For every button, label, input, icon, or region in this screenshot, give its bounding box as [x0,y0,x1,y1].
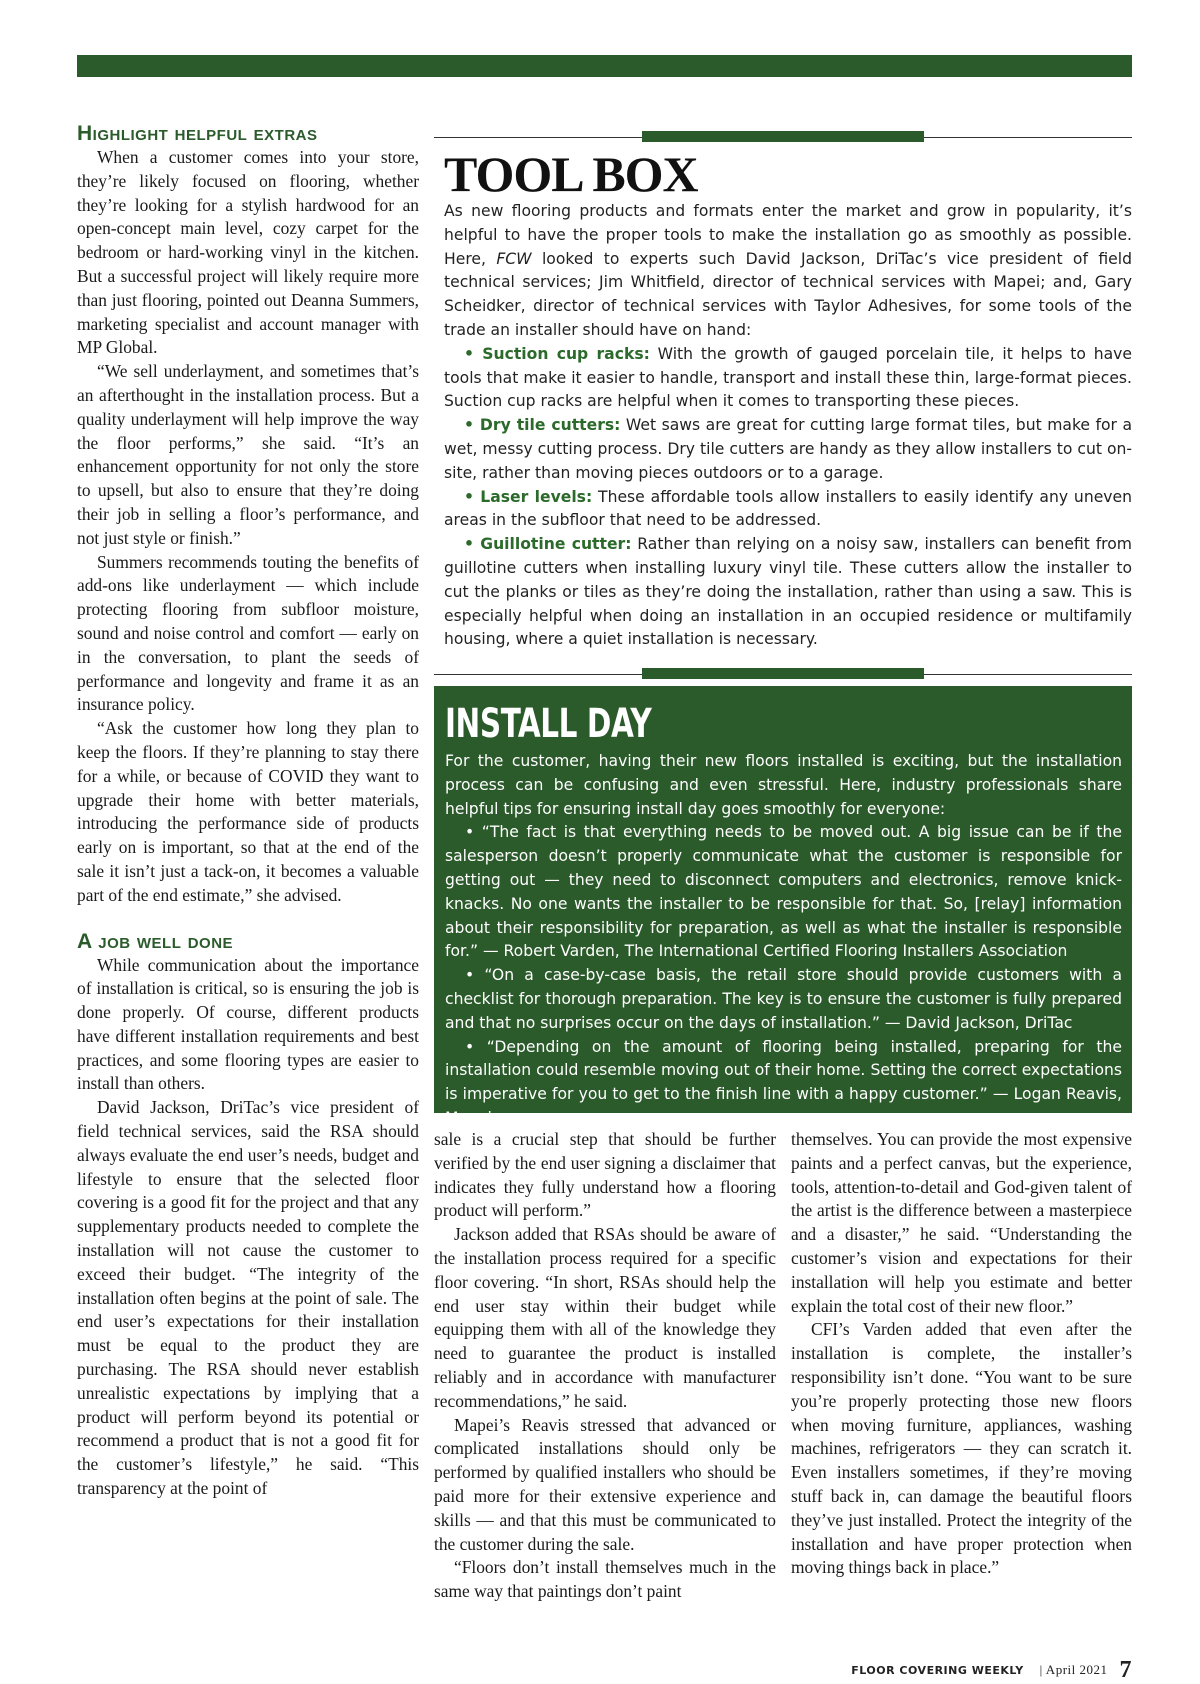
page-footer [851,1657,1132,1684]
install-day-intro: For the customer, having their new floors installed is exciting, but the installation process can be confusing and even stressful. Here, industry professionals share helpful tips for ensuring install day goes smoothly for everyone: [445,752,1122,818]
left-column [77,122,419,1501]
paragraph: David Jackson, DriTac’s vice president of field technical services, said the RSA should always evaluate the end user’s needs, budget and lifestyle to ensure that the selected floor covering is a good fit for the project and that any supplementary products needed to complete the installation will not cause the customer to exceed their budget. “The integrity of the installation often begins at the point of sale. The end user’s expectations for their installation must be equal to the product they are purchasing. The RSA should never establish unrealistic expectations by implying that a product will perform beyond its potential or recommend a product that is not a good fit for the customer’s lifestyle,” he said. “This transparency at the point of [77,1097,419,1499]
right-column [791,1128,1132,1580]
tool-box-title: TOOL BOX [444,146,698,202]
tool-item: • Guillotine cutter: Rather than relying on a noisy saw, installers can benefit from guillotine cutters when installing luxury vinyl tile. These cutters allow the installer to cut the planks or tiles as they’re doing the installation, rather than using a saw. This is especially helpful when doing an installation in an occupied residence or multifamily housing, where a quiet installation is necessary. [444,535,1132,649]
install-day-box [434,686,1132,1127]
tool-item: • Laser levels: These affordable tools allow installers to easily identify any uneven areas in the subfloor that need to be addressed. [444,487,1132,530]
section-heading-job-done: A job well done [77,929,234,953]
section-rule [434,665,1132,679]
publication-name: FLOOR COVERING WEEKLY [851,1664,1024,1677]
paragraph: Mapei’s Reavis stressed that advanced or complicated installations should only be performed by qualified installers who should be paid more for their extensive experience and skills — and that this must be communicated to the customer during the sale. [434,1414,776,1554]
install-day-title: INSTALL DAY [445,701,652,747]
install-tip: • “The fact is that everything needs to be moved out. A big issue can be if the salesperson doesn’t properly communicate what the customer is responsible for getting out — they need to disconnect computers and electronics, remove knick-knacks. No one wants the installer to be responsible for that. So, [relay] information about their responsibility for preparation, as well as what the installer is responsible for.” — Robert Varden, The International Certified Flooring Installers Association [445,823,1122,961]
top-banner-bar [77,55,1132,77]
section-heading-extras: Highlight helpful extras [77,122,318,145]
middle-column [434,1128,776,1604]
install-tip: • “Depending on the amount of flooring being installed, preparing for the installation could resemble moving out of their home. Setting the correct expectations is imperative for you to get to the finish line with a happy customer.” — Logan Reavis, Mapei [445,1037,1122,1127]
section-rule [434,128,1132,142]
paragraph: “Floors don’t install themselves much in the same way that paintings don’t paint [434,1557,776,1602]
install-tip: • “On a case-by-case basis, the retail store should provide customers with a checklist for thorough preparation. The key is to ensure the customer is fully prepared and that no surprises occur on the days of installation.” — David Jackson, DriTac [445,966,1122,1032]
paragraph: “We sell underlayment, and sometimes that’s an afterthought in the installation process. But a quality underlayment will help improve the way the floor performs,” she said. “It’s an enhancement opportunity for not only the store to upsell, but also to ensure that they’re doing their job in selling a floor’s performance, and not just style or finish.” [77,361,419,548]
paragraph: CFI’s Varden added that even after the installation is complete, the installer’s responsibility isn’t done. “You want to be sure you’re properly protecting those new floors when moving furniture, appliances, washing machines, refrigerators — they can scratch it. Even installers sometimes, if they’re moving stuff back in, can damage the beautiful floors they’ve just installed. Protect the integrity of the installation and have proper protection when moving things back in place.” [791,1319,1132,1578]
paragraph: When a customer comes into your store, they’re likely focused on flooring, whether they’re looking for a stylish hardwood for an open-concept main level, cozy carpet for the bedroom or hard-working vinyl in the kitchen. But a successful project will likely require more than just flooring, pointed out Deanna Summers, marketing specialist and account manager with MP Global. [77,147,419,358]
tool-box-intro: As new flooring products and formats enter the market and grow in popularity, it’s helpful to have the proper tools to make the installation go as smoothly as possible. Here, FCW looked to experts such David Jackson, DriTac’s vice president of field technical services; Jim Whitfield, director of technical services with Mapei; and, Gary Scheidker, director of technical services with Taylor Adhesives, for some tools of the trade an installer should have on hand: [444,202,1132,339]
paragraph: sale is a crucial step that should be further verified by the end user signing a disclaimer that indicates they fully understand how a flooring product will perform.” [434,1129,776,1221]
tool-item: • Suction cup racks: With the growth of gauged porcelain tile, it helps to have tools that make it easier to handle, transport and install these thin, large-format pieces. Suction cup racks are helpful when it comes to transporting these pieces. [444,344,1133,411]
issue-date: | April 2021 [1039,1662,1108,1677]
paragraph: “Ask the customer how long they plan to keep the floors. If they’re planning to stay there for a while, or because of COVID they want to upgrade their home with better materials, introducing the performance side of products early on is important, so that at the end of the sale it isn’t just a tack-on, it becomes a valuable part of the end estimate,” she advised. [77,718,419,905]
paragraph: Jackson added that RSAs should be aware of the installation process required for a specific floor covering. “In short, RSAs should help the end user stay within their budget while equipping them with all of the knowledge they need to guarantee the product is installed reliably and in accordance with manufacturer recommendations,” he said. [434,1224,776,1411]
paragraph: themselves. You can provide the most expensive paints and a perfect canvas, but the experience, tools, attention-to-detail and God-given talent of the artist is the difference between a masterpiece and a disaster,” he said. “Understanding the customer’s vision and expectations for their installation will help you estimate and better explain the total cost of their new floor.” [791,1129,1132,1316]
tool-box-sidebar [434,128,1132,652]
page-number: 7 [1119,1657,1132,1683]
tool-item: • Dry tile cutters: Wet saws are great for cutting large format tiles, but make for a wet, messy cutting process. Dry tile cutters are handy as they allow installers to cut on-site, rather than moving pieces outdoors or to a garage. [444,416,1132,482]
paragraph: While communication about the importance of installation is critical, so is ensuring the job is done properly. Of course, different products have different installation requirements and best practices, and some flooring types are easier to install than others. [77,954,419,1094]
paragraph: Summers recommends touting the benefits of add-ons like underlayment — which include protecting flooring from subfloor moisture, sound and noise control and comfort — early on in the conversation, to plant the seeds of performance and longevity and frame it as an insurance policy. [77,551,419,715]
